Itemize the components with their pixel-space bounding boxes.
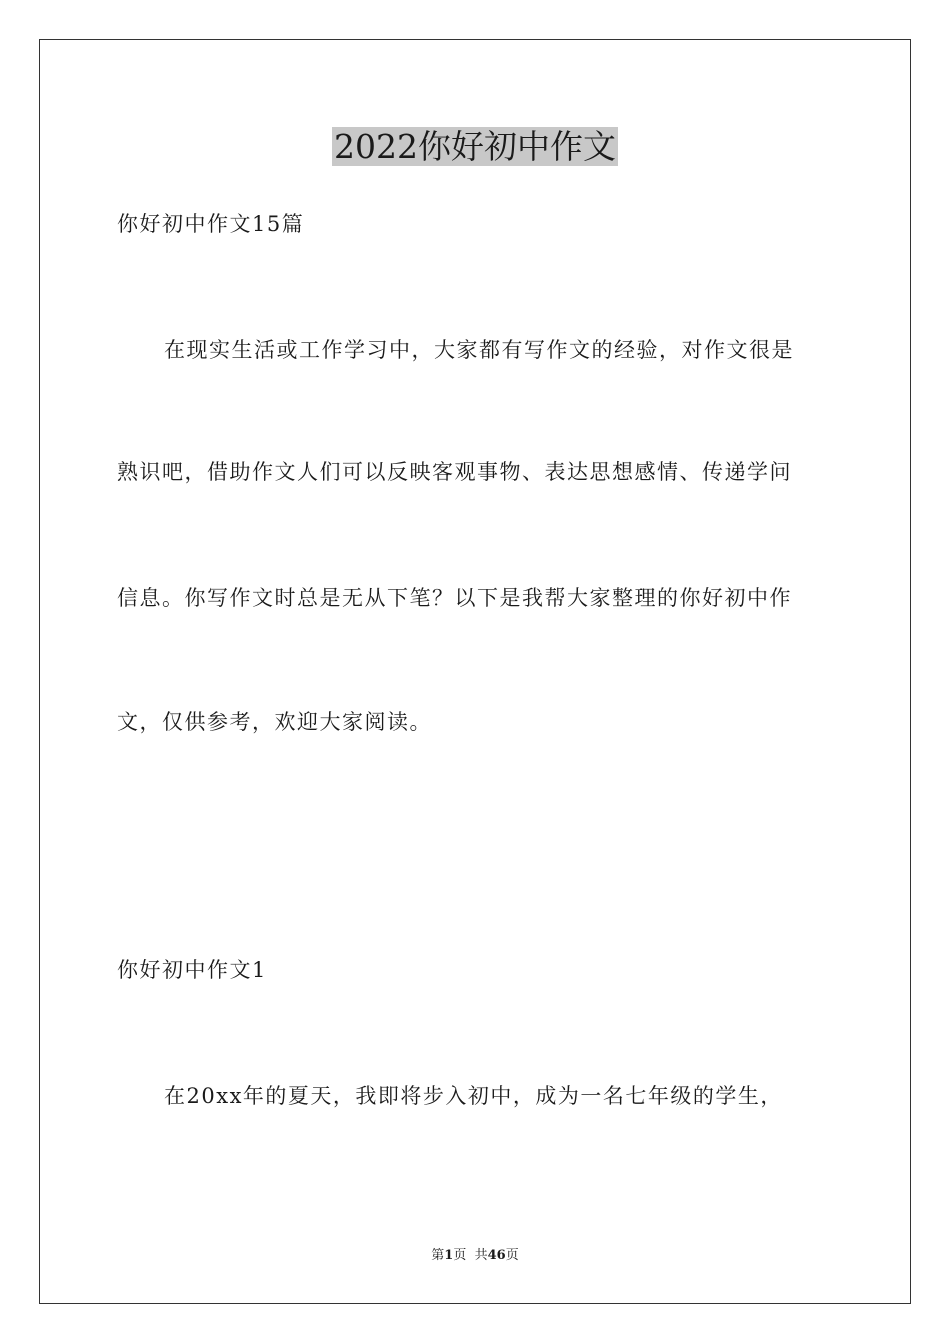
intro-line-4: 文，仅供参考，欢迎大家阅读。 — [117, 710, 432, 734]
document-subtitle: 你好初中作文15篇 — [117, 212, 305, 236]
document-title — [0, 125, 950, 169]
footer-page-number: 1 — [444, 1248, 454, 1263]
intro-line-1: 在现实生活或工作学习中，大家都有写作文的经验，对作文很是 — [164, 338, 794, 362]
footer-page-suffix: 页 共 — [453, 1248, 488, 1263]
section-heading: 你好初中作文1 — [117, 958, 267, 982]
footer-page-prefix: 第 — [431, 1248, 445, 1263]
section-first-line: 在20xx年的夏天，我即将步入初中，成为一名七年级的学生， — [164, 1084, 783, 1108]
document-title-text: 2022你好初中作文 — [334, 127, 616, 166]
intro-line-2: 熟识吧，借助作文人们可以反映客观事物、表达思想感情、传递学问 — [117, 460, 792, 484]
footer-total-suffix: 页 — [505, 1248, 519, 1263]
page-footer — [0, 1247, 950, 1265]
intro-line-3: 信息。你写作文时总是无从下笔？以下是我帮大家整理的你好初中作 — [117, 586, 792, 610]
footer-total-pages: 46 — [487, 1248, 506, 1263]
